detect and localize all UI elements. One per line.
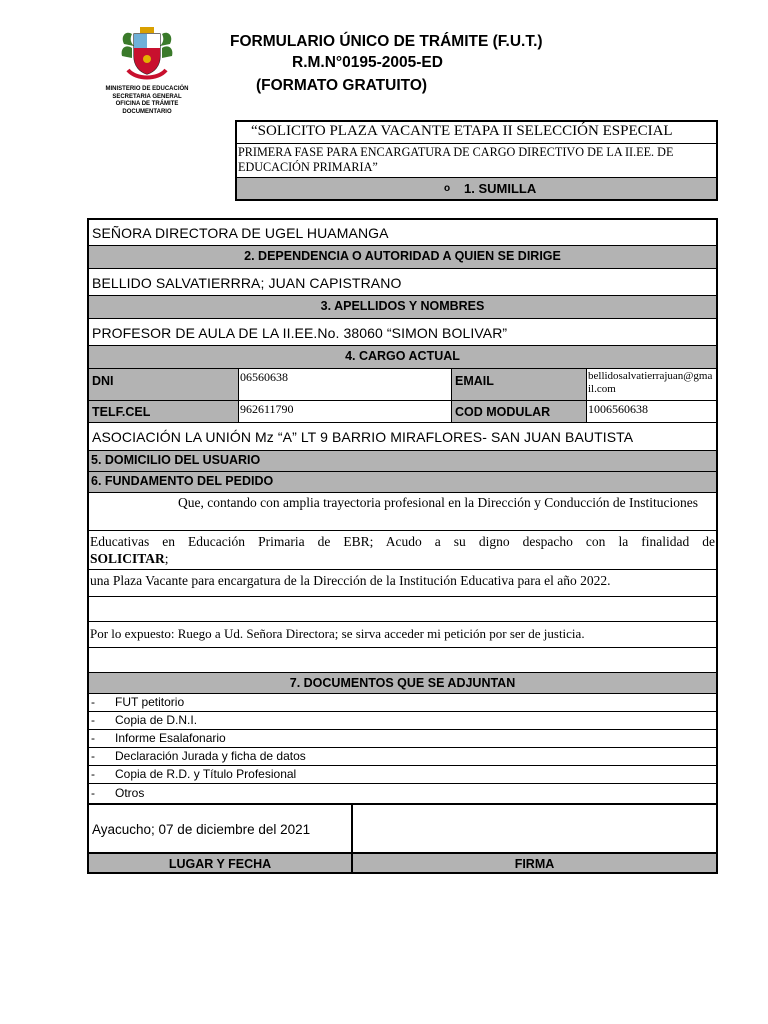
domicilio-label: 5. DOMICILIO DEL USUARIO	[91, 453, 261, 467]
nombres-label-row	[89, 295, 716, 318]
form-title: FORMULARIO ÚNICO DE TRÁMITE (F.U.T.)	[230, 33, 543, 50]
doc-item	[89, 747, 716, 765]
place-date-value: Ayacucho; 07 de diciembre del 2021	[92, 822, 311, 837]
signature-row	[89, 803, 716, 852]
sumilla-line2: PRIMERA FASE PARA ENCARGATURA DE CARGO DIRECTIVO DE LA II.EE. DE EDUCACIÓN PRIMARIA”	[238, 145, 674, 174]
domicilio-value: ASOCIACIÓN LA UNIÓN Mz “A” LT 9 BARRIO MIRAFLORES- SAN JUAN BAUTISTA	[92, 429, 634, 445]
dni-value: 06560638	[240, 370, 288, 384]
nombres-label: 3. APELLIDOS Y NOMBRES	[320, 299, 485, 313]
dash-icon: -	[91, 731, 95, 745]
dash-icon: -	[91, 713, 95, 727]
cod-value-cell	[587, 401, 716, 422]
tel-value: 962611790	[240, 402, 294, 416]
fundamento-label-row	[89, 471, 716, 492]
ministry-line: MINISTERIO DE EDUCACIÓN	[105, 86, 189, 92]
tel-label: TELF.CEL	[92, 405, 151, 419]
doc-item-label: Otros	[115, 786, 145, 800]
domicilio-row	[89, 422, 716, 450]
doc-item	[89, 765, 716, 783]
form-free-note: (FORMATO GRATUITO)	[256, 77, 428, 94]
main-form	[87, 218, 718, 874]
dependencia-value: SEÑORA DIRECTORA DE UGEL HUAMANGA	[92, 225, 389, 241]
cargo-row	[89, 318, 716, 345]
blank-row	[89, 596, 716, 621]
fundamento-p4-row	[89, 621, 716, 647]
doc-item-label: FUT petitorio	[115, 695, 185, 709]
form-resolution: R.M.N°0195-2005-ED	[292, 54, 443, 71]
cod-label: COD MODULAR	[455, 405, 551, 419]
cargo-label: 4. CARGO ACTUAL	[345, 349, 460, 363]
doc-item	[89, 693, 716, 711]
cod-label-cell	[452, 401, 587, 422]
doc-item-label: Copia de R.D. y Título Profesional	[115, 767, 297, 781]
signature-cell	[353, 805, 716, 852]
dni-email-row	[89, 368, 716, 400]
blank-row	[89, 647, 716, 672]
cargo-label-row	[89, 345, 716, 368]
dash-icon: -	[91, 786, 95, 800]
tel-value-cell	[239, 401, 452, 422]
dependencia-label: 2. DEPENDENCIA O AUTORIDAD A QUIEN SE DIRIGE	[244, 249, 561, 263]
fundamento-p4: Por lo expuesto: Ruego a Ud. Señora Directora; se sirva acceder mi petición por ser de justicia.	[90, 626, 585, 641]
fundamento-p3-row	[89, 569, 716, 596]
email-value: bellidosalvatierrajuan@gmail.com	[588, 370, 713, 395]
fundamento-p2	[90, 533, 715, 567]
dependencia-label-row	[89, 245, 716, 268]
fundamento-p1: Que, contando con amplia trayectoria profesional en la Dirección y Conducción de Instituciones	[178, 495, 698, 510]
divider	[237, 143, 716, 144]
nombres-row	[89, 268, 716, 295]
dash-icon: -	[91, 749, 95, 763]
lugar-label: LUGAR Y FECHA	[168, 857, 272, 871]
dash-icon: -	[91, 767, 95, 781]
email-label-cell	[452, 369, 587, 400]
fundamento-p2-punct: ;	[164, 551, 169, 566]
coat-of-arms-logo	[118, 26, 176, 82]
doc-item-label: Declaración Jurada y ficha de datos	[115, 749, 306, 763]
domicilio-label-row	[89, 450, 716, 471]
dni-label-cell	[89, 369, 239, 400]
fundamento-p2-row	[89, 530, 716, 569]
doc-item	[89, 783, 716, 803]
email-value-cell	[587, 369, 716, 400]
doc-item	[89, 711, 716, 729]
ministry-line: SECRETARIA GENERAL	[112, 93, 182, 100]
sumilla-box	[235, 120, 718, 201]
ministry-line: DOCUMENTARIO	[122, 108, 172, 115]
doc-item-label: Copia de D.N.I.	[115, 713, 198, 727]
fundamento-p3: una Plaza Vacante para encargatura de la Dirección de la Institución Educativa para el año 2022.	[90, 573, 611, 588]
fundamento-p1-row	[89, 492, 716, 530]
doc-item	[89, 729, 716, 747]
cargo-value: PROFESOR DE AULA DE LA II.EE.No. 38060 “SIMON BOLIVAR”	[92, 325, 508, 341]
sumilla-label-row	[237, 177, 716, 199]
email-label: EMAIL	[455, 374, 494, 388]
cod-value: 1006560638	[588, 402, 648, 416]
sumilla-line1: “SOLICITO PLAZA VACANTE ETAPA II SELECCIÓN ESPECIAL	[251, 123, 673, 139]
dni-label: DNI	[92, 374, 114, 388]
ministry-caption	[92, 86, 202, 116]
fundamento-label: 6. FUNDAMENTO DEL PEDIDO	[91, 474, 274, 488]
documentos-label-row	[89, 672, 716, 693]
place-date-cell	[89, 805, 353, 852]
dni-value-cell	[239, 369, 452, 400]
sumilla-label: 1. SUMILLA	[464, 181, 537, 196]
documentos-label: 7. DOCUMENTOS QUE SE ADJUNTAN	[289, 676, 516, 690]
fundamento-p2-end	[90, 550, 715, 567]
tel-label-cell	[89, 401, 239, 422]
bullet-icon: o	[444, 183, 451, 194]
ministry-line: OFICINA DE TRÁMITE	[115, 101, 179, 107]
firma-label: FIRMA	[514, 857, 555, 871]
tel-cod-row	[89, 400, 716, 422]
solicitar-keyword: SOLICITAR	[90, 551, 165, 566]
signature-label-row	[89, 852, 716, 872]
lugar-label-cell	[89, 854, 353, 872]
nombres-value: BELLIDO SALVATIERRRA; JUAN CAPISTRANO	[92, 275, 402, 291]
dependencia-row	[89, 220, 716, 245]
firma-label-cell	[353, 854, 716, 872]
doc-item-label: Informe Esalafonario	[115, 731, 226, 745]
dash-icon: -	[91, 695, 95, 709]
fundamento-p2-line: Educativas en Educación Primaria de EBR; Acudo a su digno despacho con la finalidad de	[90, 534, 715, 549]
